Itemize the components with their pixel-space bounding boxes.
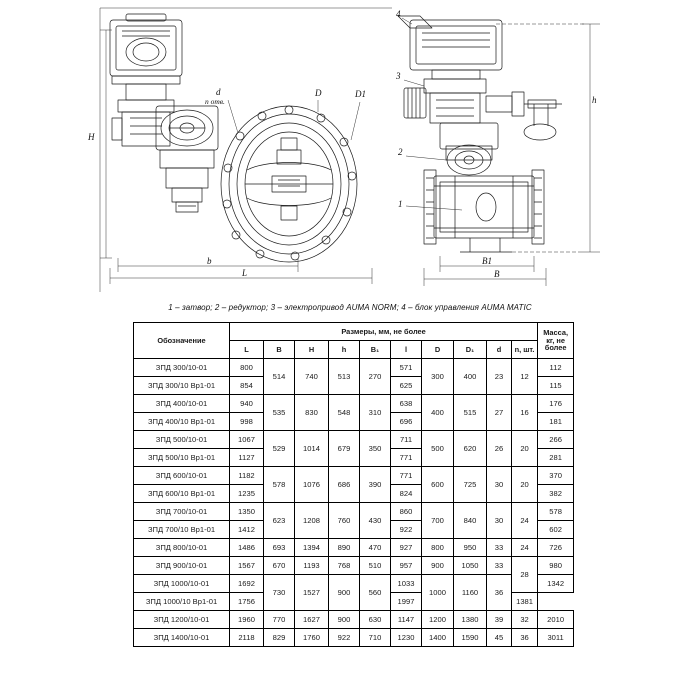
label-dim-h: h — [592, 95, 597, 105]
cell-h: 548 — [329, 395, 360, 431]
table-row — [134, 575, 574, 593]
cell-B1: 560 — [360, 575, 391, 611]
cell-H: 1014 — [295, 431, 329, 467]
cell-l: 1033 — [391, 575, 422, 593]
drawing-caption: 1 – затвор; 2 – редуктор; 3 – электропривод AUMA NORM; 4 – блок управления AUMA MATIC — [168, 303, 532, 312]
cell-mass: 181 — [538, 413, 574, 431]
cell-B1: 630 — [360, 611, 391, 629]
table-header-row-1 — [134, 323, 574, 341]
cell-l: 638 — [391, 395, 422, 413]
cell-mass: 726 — [538, 539, 574, 557]
cell-l: 1147 — [391, 611, 422, 629]
cell-L: 998 — [230, 413, 264, 431]
cell-L: 1960 — [230, 611, 264, 629]
label-callout-2: 2 — [398, 147, 403, 157]
cell-l: 771 — [391, 467, 422, 485]
cell-L: 1182 — [230, 467, 264, 485]
cell-designation: ЗПД 1000/10 Вр1-01 — [134, 593, 230, 611]
table-row — [134, 395, 574, 413]
label-callout-4: 4 — [396, 9, 401, 19]
label-callout-1: 1 — [398, 199, 403, 209]
cell-D1: 950 — [454, 539, 487, 557]
cell-d: 30 — [487, 503, 512, 539]
cell-designation: ЗПД 300/10 Вр1-01 — [134, 377, 230, 395]
cell-D: 1400 — [422, 629, 454, 647]
header-col-D1: D₁ — [454, 341, 487, 359]
drawing-canvas — [0, 0, 700, 300]
cell-mass: 176 — [538, 395, 574, 413]
cell-mass: 266 — [538, 431, 574, 449]
cell-d: 27 — [487, 395, 512, 431]
cell-D: 900 — [422, 557, 454, 575]
header-mass-group: Масса, кг, не более — [538, 323, 574, 359]
cell-H: 1527 — [295, 575, 329, 611]
cell-mass: 281 — [538, 449, 574, 467]
cell-L: 1692 — [230, 575, 264, 593]
cell-mass: 1381 — [512, 593, 538, 611]
cell-B: 693 — [264, 539, 295, 557]
cell-B: 670 — [264, 557, 295, 575]
header-col-B: B — [264, 341, 295, 359]
cell-L: 1350 — [230, 503, 264, 521]
cell-L: 1412 — [230, 521, 264, 539]
cell-l: 1997 — [391, 593, 422, 611]
cell-D: 400 — [422, 395, 454, 431]
table-row — [134, 431, 574, 449]
table-row — [134, 629, 574, 647]
cell-L: 1067 — [230, 431, 264, 449]
cell-D1: 620 — [454, 431, 487, 467]
header-col-n: n, шт. — [512, 341, 538, 359]
header-col-D: D — [422, 341, 454, 359]
cell-n: 24 — [512, 503, 538, 539]
cell-H: 740 — [295, 359, 329, 395]
cell-D1: 515 — [454, 395, 487, 431]
cell-H: 830 — [295, 395, 329, 431]
header-col-B1: B₁ — [360, 341, 391, 359]
cell-l: 957 — [391, 557, 422, 575]
label-dim-B1: B1 — [482, 256, 492, 266]
cell-h: 900 — [329, 575, 360, 611]
cell-D: 500 — [422, 431, 454, 467]
cell-L: 1486 — [230, 539, 264, 557]
header-col-H: H — [295, 341, 329, 359]
cell-B1: 350 — [360, 431, 391, 467]
cell-h: 890 — [329, 539, 360, 557]
cell-h: 768 — [329, 557, 360, 575]
table-row — [134, 359, 574, 377]
table-row — [134, 467, 574, 485]
table-body — [134, 359, 574, 647]
cell-B1: 510 — [360, 557, 391, 575]
cell-d: 36 — [487, 575, 512, 611]
cell-d: 33 — [487, 539, 512, 557]
cell-D1: 1590 — [454, 629, 487, 647]
cell-n: 12 — [512, 359, 538, 395]
cell-designation: ЗПД 900/10-01 — [134, 557, 230, 575]
label-callout-3: 3 — [396, 71, 401, 81]
cell-designation: ЗПД 700/10 Вр1-01 — [134, 521, 230, 539]
cell-designation: ЗПД 500/10 Вр1-01 — [134, 449, 230, 467]
cell-d: 33 — [487, 557, 512, 575]
cell-l: 1230 — [391, 629, 422, 647]
cell-mass: 112 — [538, 359, 574, 377]
cell-H: 1208 — [295, 503, 329, 539]
cell-B: 578 — [264, 467, 295, 503]
cell-n: 20 — [512, 467, 538, 503]
label-dim-H: H — [88, 132, 95, 142]
cell-designation: ЗПД 500/10-01 — [134, 431, 230, 449]
cell-mass: 382 — [538, 485, 574, 503]
cell-designation: ЗПД 800/10-01 — [134, 539, 230, 557]
cell-n: 36 — [512, 629, 538, 647]
cell-B: 829 — [264, 629, 295, 647]
table-row — [134, 557, 574, 575]
cell-d: 26 — [487, 431, 512, 467]
label-dim-D: D — [315, 88, 322, 98]
header-col-l: l — [391, 341, 422, 359]
cell-n: 20 — [512, 431, 538, 467]
cell-L: 940 — [230, 395, 264, 413]
header-designation: Обозначение — [134, 323, 230, 359]
cell-d: 39 — [487, 611, 512, 629]
cell-B: 623 — [264, 503, 295, 539]
cell-B1: 430 — [360, 503, 391, 539]
cell-B1: 310 — [360, 395, 391, 431]
header-col-d: d — [487, 341, 512, 359]
cell-H: 1627 — [295, 611, 329, 629]
cell-mass: 2010 — [538, 611, 574, 629]
cell-l: 860 — [391, 503, 422, 521]
cell-D: 1200 — [422, 611, 454, 629]
cell-n: 28 — [512, 557, 538, 593]
cell-l: 771 — [391, 449, 422, 467]
cell-D1: 1160 — [454, 575, 487, 611]
label-dim-b: b — [207, 256, 212, 266]
cell-l: 927 — [391, 539, 422, 557]
cell-designation: ЗПД 400/10-01 — [134, 395, 230, 413]
cell-B1: 270 — [360, 359, 391, 395]
cell-L: 1756 — [230, 593, 264, 611]
cell-B: 730 — [264, 575, 295, 611]
cell-L: 854 — [230, 377, 264, 395]
cell-B: 770 — [264, 611, 295, 629]
header-sizes-group: Размеры, мм, не более — [230, 323, 538, 341]
cell-B: 514 — [264, 359, 295, 395]
cell-l: 922 — [391, 521, 422, 539]
label-dim-D1: D1 — [355, 89, 366, 99]
label-dim-n-otv: n отв. — [205, 97, 225, 106]
cell-l: 711 — [391, 431, 422, 449]
cell-L: 2118 — [230, 629, 264, 647]
cell-mass: 980 — [538, 557, 574, 575]
cell-designation: ЗПД 1400/10-01 — [134, 629, 230, 647]
cell-D: 300 — [422, 359, 454, 395]
cell-mass: 115 — [538, 377, 574, 395]
cell-d: 30 — [487, 467, 512, 503]
cell-D: 600 — [422, 467, 454, 503]
cell-n: 32 — [512, 611, 538, 629]
cell-n: 24 — [512, 539, 538, 557]
cell-h: 760 — [329, 503, 360, 539]
cell-mass: 602 — [538, 521, 574, 539]
cell-d: 45 — [487, 629, 512, 647]
cell-d: 23 — [487, 359, 512, 395]
cell-h: 513 — [329, 359, 360, 395]
cell-l: 625 — [391, 377, 422, 395]
table-row — [134, 539, 574, 557]
cell-l: 696 — [391, 413, 422, 431]
cell-B: 529 — [264, 431, 295, 467]
cell-L: 1235 — [230, 485, 264, 503]
cell-H: 1394 — [295, 539, 329, 557]
cell-D1: 840 — [454, 503, 487, 539]
cell-designation: ЗПД 600/10-01 — [134, 467, 230, 485]
cell-h: 922 — [329, 629, 360, 647]
cell-h: 900 — [329, 611, 360, 629]
cell-H: 1076 — [295, 467, 329, 503]
cell-D1: 1050 — [454, 557, 487, 575]
cell-B1: 470 — [360, 539, 391, 557]
cell-l: 824 — [391, 485, 422, 503]
cell-mass: 370 — [538, 467, 574, 485]
cell-n: 16 — [512, 395, 538, 431]
cell-designation: ЗПД 1200/10-01 — [134, 611, 230, 629]
cell-B1: 710 — [360, 629, 391, 647]
cell-L: 800 — [230, 359, 264, 377]
cell-H: 1193 — [295, 557, 329, 575]
label-dim-L: L — [242, 268, 248, 278]
cell-h: 679 — [329, 431, 360, 467]
cell-designation: ЗПД 300/10-01 — [134, 359, 230, 377]
specification-table — [133, 322, 574, 647]
cell-D1: 725 — [454, 467, 487, 503]
table-row — [134, 611, 574, 629]
cell-D: 800 — [422, 539, 454, 557]
cell-mass: 578 — [538, 503, 574, 521]
table-row — [134, 503, 574, 521]
cell-B: 535 — [264, 395, 295, 431]
cell-h: 686 — [329, 467, 360, 503]
technical-drawing — [0, 0, 700, 300]
header-col-h: h — [329, 341, 360, 359]
cell-mass: 3011 — [538, 629, 574, 647]
label-dim-B: B — [494, 269, 500, 279]
cell-L: 1567 — [230, 557, 264, 575]
cell-B1: 390 — [360, 467, 391, 503]
cell-H: 1760 — [295, 629, 329, 647]
label-dim-d: d — [216, 87, 221, 97]
cell-designation: ЗПД 600/10 Вр1-01 — [134, 485, 230, 503]
specification-table-wrap — [133, 322, 573, 647]
cell-designation: ЗПД 400/10 Вр1-01 — [134, 413, 230, 431]
cell-designation: ЗПД 1000/10-01 — [134, 575, 230, 593]
cell-D1: 400 — [454, 359, 487, 395]
cell-D: 700 — [422, 503, 454, 539]
cell-D1: 1380 — [454, 611, 487, 629]
cell-L: 1127 — [230, 449, 264, 467]
cell-designation: ЗПД 700/10-01 — [134, 503, 230, 521]
header-col-L: L — [230, 341, 264, 359]
cell-l: 571 — [391, 359, 422, 377]
cell-D: 1000 — [422, 575, 454, 611]
cell-mass: 1342 — [538, 575, 574, 593]
